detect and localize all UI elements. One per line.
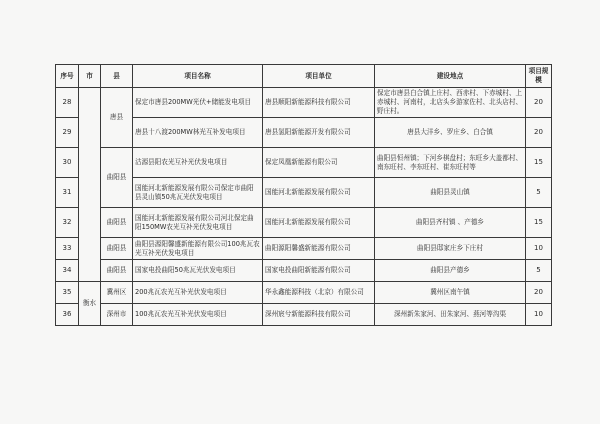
cell-unit: 国家电投曲阳新能源有限公司 — [263, 260, 375, 282]
cell-unit: 深州宸兮新能源科技有限公司 — [263, 304, 375, 326]
cell-name: 100兆瓦农光互补光伏发电项目 — [133, 304, 263, 326]
cell-location: 曲阳县邸家庄乡下庄村 — [375, 238, 526, 260]
cell-name: 沽源县阳农光互补光伏发电项目 — [133, 148, 263, 178]
cell-size: 20 — [526, 118, 552, 148]
cell-no: 30 — [56, 148, 79, 178]
cell-county: 曲阳县 — [101, 238, 133, 260]
table-row — [56, 260, 552, 282]
cell-name: 唐县十八渡200MW林光互补发电项目 — [133, 118, 263, 148]
cell-size: 5 — [526, 178, 552, 208]
cell-location: 深州新朱家河、田朱家河、燕河等沟渠 — [375, 304, 526, 326]
cell-county: 曲阳县 — [101, 148, 133, 208]
cell-county: 冀州区 — [101, 282, 133, 304]
cell-name: 200兆瓦农光互补光伏发电项目 — [133, 282, 263, 304]
cell-name: 国能河北新能源发展有限公司河北保定曲阳150MW农光互补光伏发电项目 — [133, 208, 263, 238]
cell-name: 国家电投曲阳50兆瓦光伏发电项目 — [133, 260, 263, 282]
cell-size: 15 — [526, 148, 552, 178]
cell-size: 10 — [526, 238, 552, 260]
table-row — [56, 208, 552, 238]
cell-unit: 唐县顺阳新能源科技有限公司 — [263, 88, 375, 118]
header-no: 序号 — [56, 65, 79, 88]
cell-location: 冀州区南午镇 — [375, 282, 526, 304]
table-row — [56, 282, 552, 304]
header-location: 建设地点 — [375, 65, 526, 88]
cell-location: 保定市唐县白合镇上庄村、西赤村、下赤城村、上赤城村、河南村，北店头乡游家佐村、北头店村、野庄村。 — [375, 88, 526, 118]
cell-unit: 曲阳源阳馨盛新能源有限公司 — [263, 238, 375, 260]
table-header-row — [56, 65, 552, 88]
header-county: 县 — [101, 65, 133, 88]
cell-size: 5 — [526, 260, 552, 282]
cell-size: 20 — [526, 282, 552, 304]
cell-city — [79, 88, 101, 282]
cell-county: 曲阳县 — [101, 260, 133, 282]
cell-location: 唐县大洋乡、罗庄乡、白合镇 — [375, 118, 526, 148]
table-row — [56, 238, 552, 260]
table-row — [56, 88, 552, 118]
cell-no: 33 — [56, 238, 79, 260]
cell-name: 保定市唐县200MW光伏+储能发电项目 — [133, 88, 263, 118]
cell-unit: 唐县氢阳新能源开发有限公司 — [263, 118, 375, 148]
cell-name: 曲阳县源阳馨盛新能源有限公司100兆瓦农光互补光伏发电项目 — [133, 238, 263, 260]
header-city: 市 — [79, 65, 101, 88]
cell-location: 曲阳县恒州镇；下河乡棋盘村；东旺乡大盖都村、南东旺村、李东旺村、崔东旺村等 — [375, 148, 526, 178]
cell-size: 20 — [526, 88, 552, 118]
table-row — [56, 148, 552, 178]
cell-no: 29 — [56, 118, 79, 148]
cell-size: 15 — [526, 208, 552, 238]
cell-name: 国能河北新能源发展有限公司保定市曲阳县灵山镇50兆瓦光伏发电项目 — [133, 178, 263, 208]
project-table — [55, 64, 552, 326]
cell-no: 35 — [56, 282, 79, 304]
cell-unit: 保定凤凰新能源有限公司 — [263, 148, 375, 178]
cell-unit: 国能河北新能源发展有限公司 — [263, 208, 375, 238]
cell-county: 唐县 — [101, 88, 133, 148]
header-unit: 项目单位 — [263, 65, 375, 88]
cell-location: 曲阳县齐村镇 、产德乡 — [375, 208, 526, 238]
cell-no: 32 — [56, 208, 79, 238]
cell-size: 10 — [526, 304, 552, 326]
cell-county: 曲阳县 — [101, 208, 133, 238]
cell-unit: 国能河北新能源发展有限公司 — [263, 178, 375, 208]
cell-location: 曲阳县灵山镇 — [375, 178, 526, 208]
cell-county: 深州市 — [101, 304, 133, 326]
cell-city-hengshui: 衡水 — [79, 282, 101, 326]
cell-no: 28 — [56, 88, 79, 118]
cell-unit: 华永鑫能源科技（北京）有限公司 — [263, 282, 375, 304]
header-name: 项目名称 — [133, 65, 263, 88]
cell-no: 31 — [56, 178, 79, 208]
cell-location: 曲阳县产德乡 — [375, 260, 526, 282]
table-row — [56, 304, 552, 326]
cell-no: 36 — [56, 304, 79, 326]
header-size: 项目规模 — [526, 65, 552, 88]
cell-no: 34 — [56, 260, 79, 282]
